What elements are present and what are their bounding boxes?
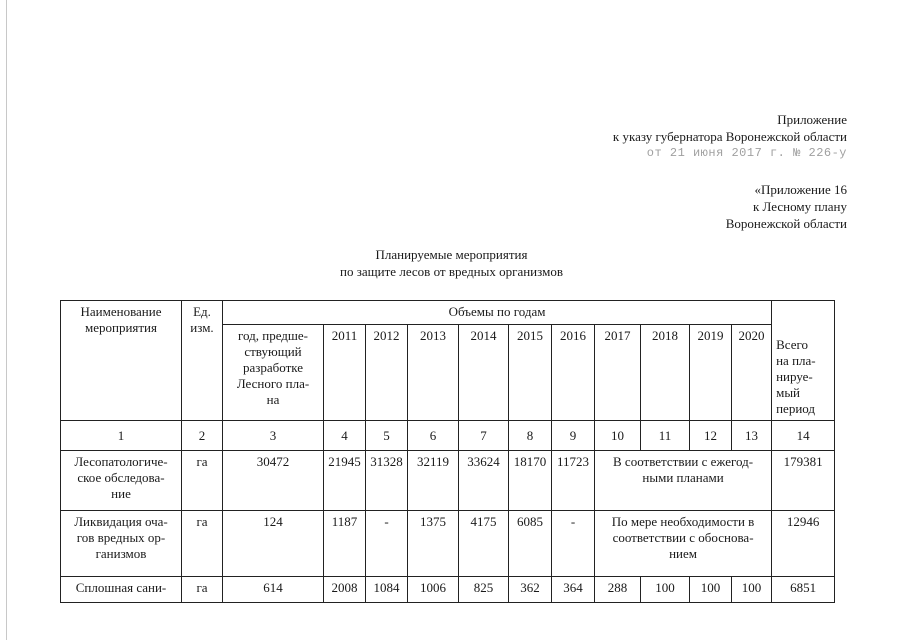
table-header-row-1 bbox=[61, 301, 835, 325]
column-number: 2 bbox=[182, 421, 223, 451]
annex-line-3: Воронежской области bbox=[725, 216, 847, 231]
column-number: 13 bbox=[732, 421, 772, 451]
row-value: 100 bbox=[732, 577, 772, 603]
column-number: 12 bbox=[690, 421, 732, 451]
column-number: 7 bbox=[459, 421, 509, 451]
row-total: 179381 bbox=[772, 451, 835, 511]
column-number: 6 bbox=[408, 421, 459, 451]
column-number: 8 bbox=[509, 421, 552, 451]
column-number: 1 bbox=[61, 421, 182, 451]
year-header: 2015 bbox=[509, 325, 552, 421]
column-number-row bbox=[61, 421, 835, 451]
year-header: 2016 bbox=[552, 325, 595, 421]
col-prev-header: год, предше- ствующий разработке Лесного пла- на bbox=[223, 325, 324, 421]
row-value: 100 bbox=[641, 577, 690, 603]
column-number: 4 bbox=[324, 421, 366, 451]
row-value: 362 bbox=[509, 577, 552, 603]
row-unit: га bbox=[182, 451, 223, 511]
annex-line-2: к Лесному плану bbox=[752, 199, 847, 214]
table-row bbox=[61, 451, 835, 511]
row-value: 33624 bbox=[459, 451, 509, 511]
year-header: 2020 bbox=[732, 325, 772, 421]
header-line-3: от 21 июня 2017 г. № 226-у bbox=[646, 146, 847, 160]
year-header: 2018 bbox=[641, 325, 690, 421]
annex-header bbox=[726, 181, 847, 232]
row-name: Лесопатологиче- ское обследова- ние bbox=[61, 451, 182, 511]
year-header: 2014 bbox=[459, 325, 509, 421]
row-value: 100 bbox=[690, 577, 732, 603]
row-value: 31328 bbox=[366, 451, 408, 511]
row-value: - bbox=[366, 511, 408, 577]
scan-edge-line bbox=[6, 0, 7, 640]
row-value: 364 bbox=[552, 577, 595, 603]
row-total: 12946 bbox=[772, 511, 835, 577]
header-line-2: к указу губернатора Воронежской области bbox=[612, 129, 847, 144]
column-number: 14 bbox=[772, 421, 835, 451]
year-header: 2013 bbox=[408, 325, 459, 421]
column-number: 10 bbox=[595, 421, 641, 451]
document-header bbox=[613, 111, 847, 162]
row-value: 32119 bbox=[408, 451, 459, 511]
row-prev-value: 124 bbox=[223, 511, 324, 577]
col-total-header: Всего на пла- нируе- мый период bbox=[772, 301, 835, 421]
row-value: 288 bbox=[595, 577, 641, 603]
row-prev-value: 614 bbox=[223, 577, 324, 603]
measures-table bbox=[60, 300, 835, 603]
table-row bbox=[61, 511, 835, 577]
row-value: 2008 bbox=[324, 577, 366, 603]
row-merged-note: В соответствии с ежегод- ными планами bbox=[595, 451, 772, 511]
table-row bbox=[61, 577, 835, 603]
row-merged-note: По мере необходимости в соответствии с обоснова- нием bbox=[595, 511, 772, 577]
row-value: 4175 bbox=[459, 511, 509, 577]
year-header: 2012 bbox=[366, 325, 408, 421]
row-unit: га bbox=[182, 511, 223, 577]
row-total: 6851 bbox=[772, 577, 835, 603]
row-unit: га bbox=[182, 577, 223, 603]
row-value: 6085 bbox=[509, 511, 552, 577]
title-line-1: Планируемые мероприятия bbox=[375, 247, 528, 262]
col-unit-header: Ед. изм. bbox=[182, 301, 223, 421]
row-value: 825 bbox=[459, 577, 509, 603]
annex-line-1: «Приложение 16 bbox=[754, 182, 847, 197]
row-value: 1187 bbox=[324, 511, 366, 577]
year-header: 2011 bbox=[324, 325, 366, 421]
row-name: Сплошная сани- bbox=[61, 577, 182, 603]
year-header: 2019 bbox=[690, 325, 732, 421]
row-value: 1375 bbox=[408, 511, 459, 577]
row-value: 21945 bbox=[324, 451, 366, 511]
row-value: 18170 bbox=[509, 451, 552, 511]
row-value: - bbox=[552, 511, 595, 577]
col-name-header: Наименование мероприятия bbox=[61, 301, 182, 421]
row-value: 1084 bbox=[366, 577, 408, 603]
year-header: 2017 bbox=[595, 325, 641, 421]
row-value: 1006 bbox=[408, 577, 459, 603]
row-prev-value: 30472 bbox=[223, 451, 324, 511]
document-title bbox=[0, 246, 903, 280]
column-number: 5 bbox=[366, 421, 408, 451]
header-line-1: Приложение bbox=[777, 112, 847, 127]
column-number: 9 bbox=[552, 421, 595, 451]
row-name: Ликвидация оча- гов вредных ор- ганизмов bbox=[61, 511, 182, 577]
col-volumes-header: Объемы по годам bbox=[223, 301, 772, 325]
column-number: 11 bbox=[641, 421, 690, 451]
row-value: 11723 bbox=[552, 451, 595, 511]
column-number: 3 bbox=[223, 421, 324, 451]
title-line-2: по защите лесов от вредных организмов bbox=[340, 264, 563, 279]
